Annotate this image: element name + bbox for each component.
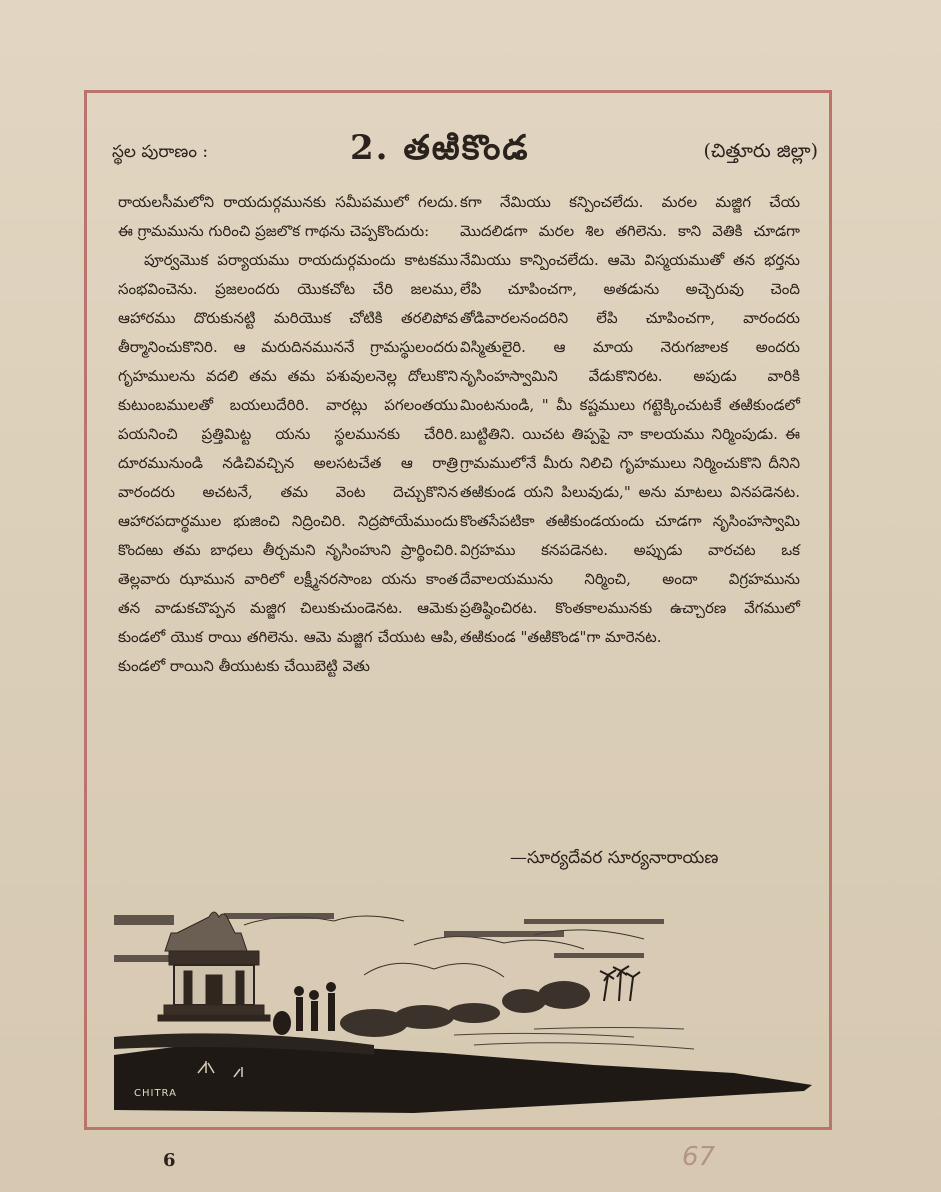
temple-icon <box>158 912 270 1021</box>
page-number: 6 <box>163 1150 176 1171</box>
article-title: 2. తఱికొండ <box>350 128 530 168</box>
article-header <box>112 128 818 178</box>
story-continuation: కగా నేమియు కన్పించలేదు. మరల మజ్జిగ చేయ మొదలిడగా మరల శిల తగిలెను. కాని వెతికి చూడగా నేమియు కాన్పించలేదు. ఆమె విస్మయముతో తన భర్తను లేపి చూపించగా, అతడును అచ్చెరువు చెంది తోడివారలనందరిని లేపి చూపించగా, వారందరు విస్మితులైరి. ఆ మాయ నెరుగజాలక అందరు నృసింహస్వామిని వేడుకొనిరట. అపుడు వారికి మింటనుండి, " మీ కష్టములు గట్టెక్కించుటకే తఱికుండలో బుట్టితిని. యిచట తిప్పపై నా కాలయము నిర్మింపుడు. ఈ గ్రామములోనే మీరు నిలిచి గృహములు నిర్మించుకొని దీనిని తఱికుండ యని పిలువుడు," అను మాటలు వినపడెనట. కొంతసేపటికా తఱికుండయందు చూడగా నృసింహస్వామి విగ్రహము కనపడెనట. అప్పుడు వారచట ఒక దేవాలయమును నిర్మించి, అందా విగ్రహమును ప్రతిష్ఠించిరట. కొంతకాలమునకు ఉచ్చారణ వేగములో తఱికుండ "తఱికొండ"గా మారెనట. <box>460 193 800 646</box>
pencil-annotation: 67 <box>682 1142 716 1172</box>
article-column-left <box>118 188 458 681</box>
palm-trees-icon <box>600 966 640 1001</box>
district-label: (చిత్తూరు జిల్లా) <box>703 140 818 162</box>
devotees-icon <box>273 982 336 1035</box>
article-column-right <box>460 188 800 652</box>
artist-signature: CHITRA <box>134 1088 177 1099</box>
author-signature: —సూర్యదేవర సూర్యనారాయణ <box>510 848 719 868</box>
temple-landscape-illustration <box>114 905 812 1120</box>
story-paragraph: పూర్వమొక పర్యాయము రాయదుర్గమందు కాటకము సంభవించెను. ప్రజలందరు యొకచోట చేరి జలము, ఆహారము దొరుకునట్టి మరియొక చోటికి తరలిపోవ తీర్మానించుకొనిరి. ఆ మరుదినముననే గ్రామస్థులందరు గృహములను వదలి తమ తమ పశువులనెల్ల దోలుకొని కుటుంబములతో బయలుదేరిరి. వారట్లు పగలంతయు పయనించి ప్రత్తిమిట్ట యను స్థలమునకు చేరిరి. దూరమునుండి నడిచివచ్చిన అలసటచేత ఆ రాత్రి వారందరు అచటనే, తమ వెంట దెచ్చుకొనిన ఆహారపదార్థముల భుజించి నిద్రించిరి. నిద్రపోయేముందు కొందఱు తమ బాధలు తీర్చమని నృసింహుని ప్రార్థించిరి. తెల్లవారు ఝామున వారిలో లక్ష్మీనరసాంబ యను కాంత తన వాడుకచొప్పన మజ్జిగ చిలుకుచుండెనట. ఆమెకు కుండలో యొక రాయి తగిలెను. ఆమె మజ్జిగ చేయుట ఆపి, కుండలో రాయిని తీయుటకు చేయిబెట్టి వెతు <box>118 251 458 675</box>
section-label: స్థల పురాణం : <box>112 142 209 162</box>
intro-paragraph: రాయలసీమలోని రాయదుర్గమునకు సమీపములో గలదు. ఈ గ్రామమును గురించి ప్రజలొక గాథను చెప్పకొందురు: <box>118 193 458 240</box>
